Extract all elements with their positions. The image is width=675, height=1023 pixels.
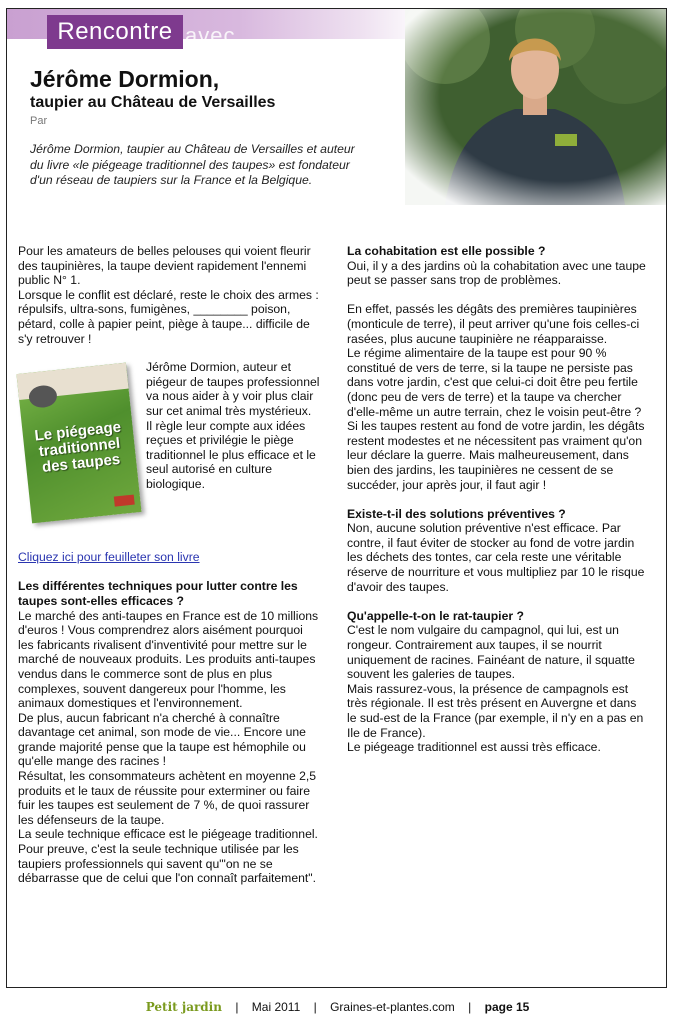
paragraph: Lorsque le conflit est déclaré, reste le choix des armes : répulsifs, ultra-sons, fumigènes, ________ poison, pétard, colle à papier peint, piège à taupe... difficile de s'y retrouver ! [18, 287, 319, 346]
page-number: page 15 [484, 1000, 530, 1014]
section-heading: La cohabitation est elle possible ? [347, 244, 546, 258]
section-tab-ghost: avec... [185, 23, 257, 48]
paragraph: Non, aucune solution préventive n'est efficace. Par contre, il faut éviter de stocker au fond de votre jardin les déchets des tontes, car cela reste une véritable réserve de nourriture et vous multipliez par 10 le risque d'avoir des taupes. [347, 521, 645, 594]
paragraph: En effet, passés les dégâts des premières taupinières (monticule de terre), il peut arriver qu'une fois celles-ci rasées, plus aucune taupinière ne réapparaisse. [347, 302, 640, 346]
article-intro: Jérôme Dormion, taupier au Château de Versailles et auteur du livre «le piégeage traditionnel des taupes» est fondateur d'un réseau de taupiers sur la France et la Belgique. [30, 142, 355, 187]
footer-date: Mai 2011 [251, 1000, 301, 1014]
paragraph: Le piégeage traditionnel est aussi très efficace. [347, 740, 601, 755]
section-heading: Les différentes techniques pour lutter contre les taupes sont-elles efficaces ? [18, 579, 298, 608]
book-cover-title: Le piégeage traditionnel des taupes [33, 418, 122, 477]
section-heading: Qu'appelle-t-on le rat-taupier ? [347, 608, 524, 623]
left-column [18, 244, 320, 886]
article-title: Jérôme Dormion, [30, 66, 220, 92]
section-tab: Rencontre [47, 15, 183, 49]
paragraph: Pour les amateurs de belles pelouses qui voient fleurir des taupinières, la taupe devient rapidement l'ennemi public N° 1. [18, 244, 311, 288]
page-footer: Petit jardin | Mai 2011 | Graines-et-plantes.com | page 15 [145, 1000, 530, 1014]
paragraph: Si les taupes restent au fond de votre jardin, les dégâts restent modestes et ne nécessitent pas vraiment qu'on leur déclare la guerre. Mais malheureusement, dans bien des jardins, les taupinières ne cessent de se succéder, jour après jour, il faut agir ! [347, 419, 645, 492]
book-cover[interactable] [16, 363, 141, 524]
paragraph: Oui, il y a des jardins où la cohabitation avec une taupe peut se passer sans trop de problèmes. [347, 258, 646, 288]
paragraph: C'est le nom vulgaire du campagnol, qui lui, est un rongeur. Contrairement aux taupes, il se nourrit uniquement de racines. Fainéant de nature, il squatte souvent les galeries de taupes. [347, 623, 635, 682]
paragraph: De plus, aucun fabricant n'a cherché à connaître davantage cet animal, son mode de vie... Encore une grande majorité pense que la taupe est hémophile ou qu'elle mange des racines ! [18, 710, 306, 769]
section-heading: Existe-t-il des solutions préventives ? [347, 506, 566, 521]
paragraph: Résultat, les consommateurs achètent en moyenne 2,5 produits et le taux de réussite pour exterminer ou faire fuir les taupes est seulement de 7 %, de quoi rassurer les défenseurs de la taupe. [18, 769, 317, 827]
book-feature [18, 360, 320, 538]
footer-brand: Petit jardin [145, 1000, 222, 1014]
flip-book-link[interactable]: Cliquez ici pour feuilleter son livre [18, 550, 200, 565]
header-band [7, 9, 427, 48]
right-column [347, 244, 647, 755]
paragraph: La seule technique efficace est le piégeage traditionnel. Pour preuve, c'est la seule technique utilisée par les taupiers professionnels qui savent qu"'on ne se débarrasse que de celui que l'on connaît parfaitement". [18, 827, 318, 886]
book-caption: Jérôme Dormion, auteur et piégeur de taupes professionnel va nous aider à y voir plus clair sur cet animal très mystérieux. Il règle leur compte aux idées reçues et privilégie le piège traditionnel le plus efficace et le seul autorisé en culture biologique. [146, 360, 320, 491]
article-subtitle: taupier au Château de Versailles [30, 94, 276, 111]
paragraph: Le régime alimentaire de la taupe est pour 90 % constitué de vers de terre, si la taupe ne persiste pas dans votre jardin, c'est que celui-ci doit être peu fertile (donc peu de vers de terre) et la taupe va chercher d'elle-même un autre terrain, chez le voisin peut-être ? [347, 346, 642, 419]
portrait-photo [405, 9, 666, 205]
mole-icon [28, 384, 58, 409]
byline: Par [30, 115, 48, 127]
paragraph: Le marché des anti-taupes en France est de 10 millions d'euros ! Vous comprendrez alors aisément pourquoi les fabricants rivalisent d'inventivité pour mettre sur le marché de nouveaux produits. Les produits anti-taupes vendus dans le commerce sont de plus en plus complexes, souvent dangereux pour l'homme, les animaux domestiques et l'environnement. [18, 608, 319, 711]
paragraph: Mais rassurez-vous, la présence de campagnols est très régionale. Il est très présent en Auvergne et dans le sud-est de la France (par exemple, il n'y en a pas en Ile de France). [347, 681, 644, 740]
footer-site: Graines-et-plantes.com [330, 1000, 455, 1014]
